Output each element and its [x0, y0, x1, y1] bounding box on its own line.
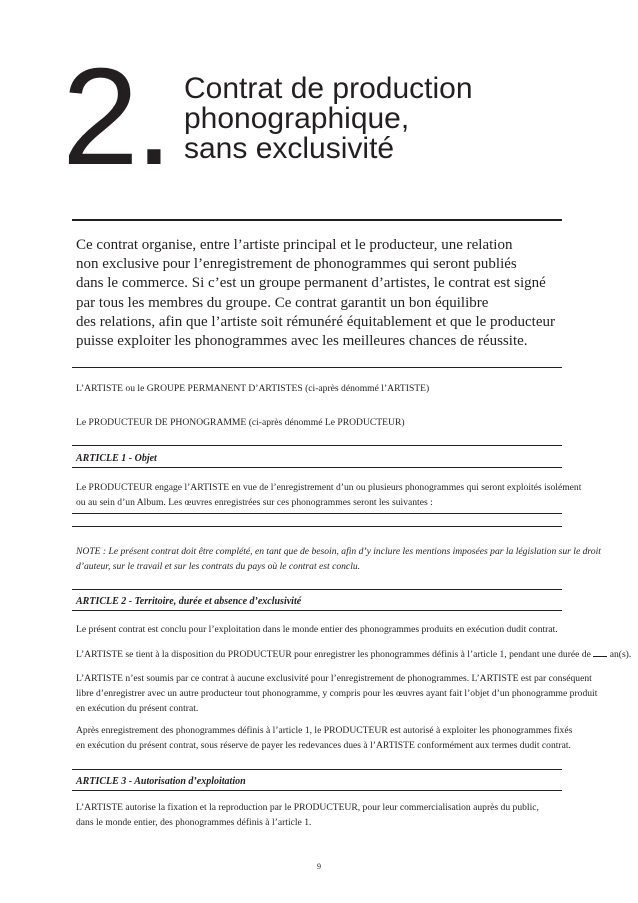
- intro-paragraph: [76, 236, 562, 351]
- article-3-line: dans le monde entier, des phonogrammes définis à l’article 1.: [76, 817, 312, 828]
- heading-divider: [72, 610, 562, 611]
- section-divider: [72, 367, 562, 368]
- article-2-paragraph-1: Le présent contrat est conclu pour l’exploitation dans le monde entier des phonogrammes produits en exécution dudit contrat.: [76, 624, 558, 635]
- intro-line: dans le commerce. Si c’est un groupe permanent d’artistes, le contrat est signé: [76, 275, 546, 292]
- chapter-number: 2.: [62, 40, 170, 194]
- article-3-line: L’ARTISTE autorise la fixation et la reproduction par le PRODUCTEUR, pour leur commercialisation auprès du public,: [76, 802, 539, 813]
- article-2-paragraph-4: [76, 723, 573, 753]
- chapter-title-line: sans exclusivité: [184, 132, 395, 165]
- article-2-line: L’ARTISTE n’est soumis par ce contrat à aucune exclusivité pour l’enregistrement de phonogrammes. L’ARTISTE est par conséquent: [76, 673, 592, 684]
- party-artiste: L’ARTISTE ou le GROUPE PERMANENT D’ARTISTES (ci-après dénommé l’ARTISTE): [76, 383, 430, 394]
- section-divider: [72, 589, 562, 590]
- section-divider: [72, 769, 562, 770]
- heading-divider: [72, 467, 562, 468]
- article-3-body: [76, 800, 562, 830]
- intro-line: Ce contrat organise, entre l’artiste principal et le producteur, une relation: [76, 237, 513, 253]
- article-1-heading: ARTICLE 1 - Objet: [76, 453, 157, 464]
- article-2-heading: ARTICLE 2 - Territoire, durée et absence d’exclusivité: [76, 596, 302, 607]
- chapter-title: [184, 74, 473, 164]
- article-3-heading: ARTICLE 3 - Autorisation d’exploitation: [76, 776, 246, 787]
- fill-in-line: [72, 513, 562, 514]
- title-divider: [72, 219, 562, 221]
- article-2-paragraph-3: [76, 671, 598, 716]
- duration-blank: [593, 647, 607, 657]
- intro-line: par tous les membres du groupe. Ce contrat garantit un bon équilibre: [76, 294, 489, 311]
- page-number: 9: [317, 862, 321, 871]
- article-2-line: Après enregistrement des phonogrammes définis à l’article 1, le PRODUCTEUR est autorisé à exploiter les phonogrammes fixés: [76, 725, 573, 736]
- article-2-p2-text: L’ARTISTE se tient à la disposition du PRODUCTEUR pour enregistrer les phonogrammes définis à l’article 1, pendant une durée de: [76, 649, 594, 660]
- intro-line: non exclusive pour l’enregistrement de phonogrammes qui seront publiés: [76, 256, 517, 273]
- note-paragraph: [76, 544, 601, 574]
- article-2-line: en exécution du présent contrat.: [76, 703, 199, 714]
- intro-line: des relations, afin que l’artiste soit rémunéré équitablement et que le producteur: [76, 313, 555, 330]
- section-divider: [72, 445, 562, 446]
- chapter-title-line: phonographique,: [184, 102, 410, 135]
- article-1-body: [76, 480, 582, 510]
- article-1-line: Le PRODUCTEUR engage l’ARTISTE en vue de l’enregistrement d’un ou plusieurs phonogrammes qui seront exploités isolément: [76, 482, 582, 493]
- chapter-title-line: Contrat de production: [184, 72, 473, 105]
- article-2-paragraph-2: [76, 647, 632, 662]
- fill-in-line: [72, 526, 562, 527]
- article-2-line: libre d’enregistrer avec un autre producteur tout phonogramme, y compris pour les œuvres ayant fait l’objet d’un phonogramme produit: [76, 688, 598, 699]
- article-1-line: ou au sein d’un Album. Les œuvres enregistrées sur ces phonogrammes seront les suivantes :: [76, 497, 433, 508]
- note-line: d’auteur, sur le travail et sur les contrats du pays où le contrat est conclu.: [76, 561, 361, 572]
- party-producteur: Le PRODUCTEUR DE PHONOGRAMME (ci-après dénommé Le PRODUCTEUR): [76, 417, 405, 428]
- article-2-line: en exécution du présent contrat, sous réserve de payer les redevances dues à l’ARTISTE conformément aux termes dudit contrat.: [76, 740, 571, 751]
- heading-divider: [72, 790, 562, 791]
- article-2-p2-end: an(s).: [607, 649, 632, 660]
- note-line: NOTE : Le présent contrat doit être complété, en tant que de besoin, afin d’y inclure les mentions imposées par la législation sur le droit: [76, 546, 601, 557]
- intro-line: puisse exploiter les phonogrammes avec les meilleures chances de réussite.: [76, 333, 528, 350]
